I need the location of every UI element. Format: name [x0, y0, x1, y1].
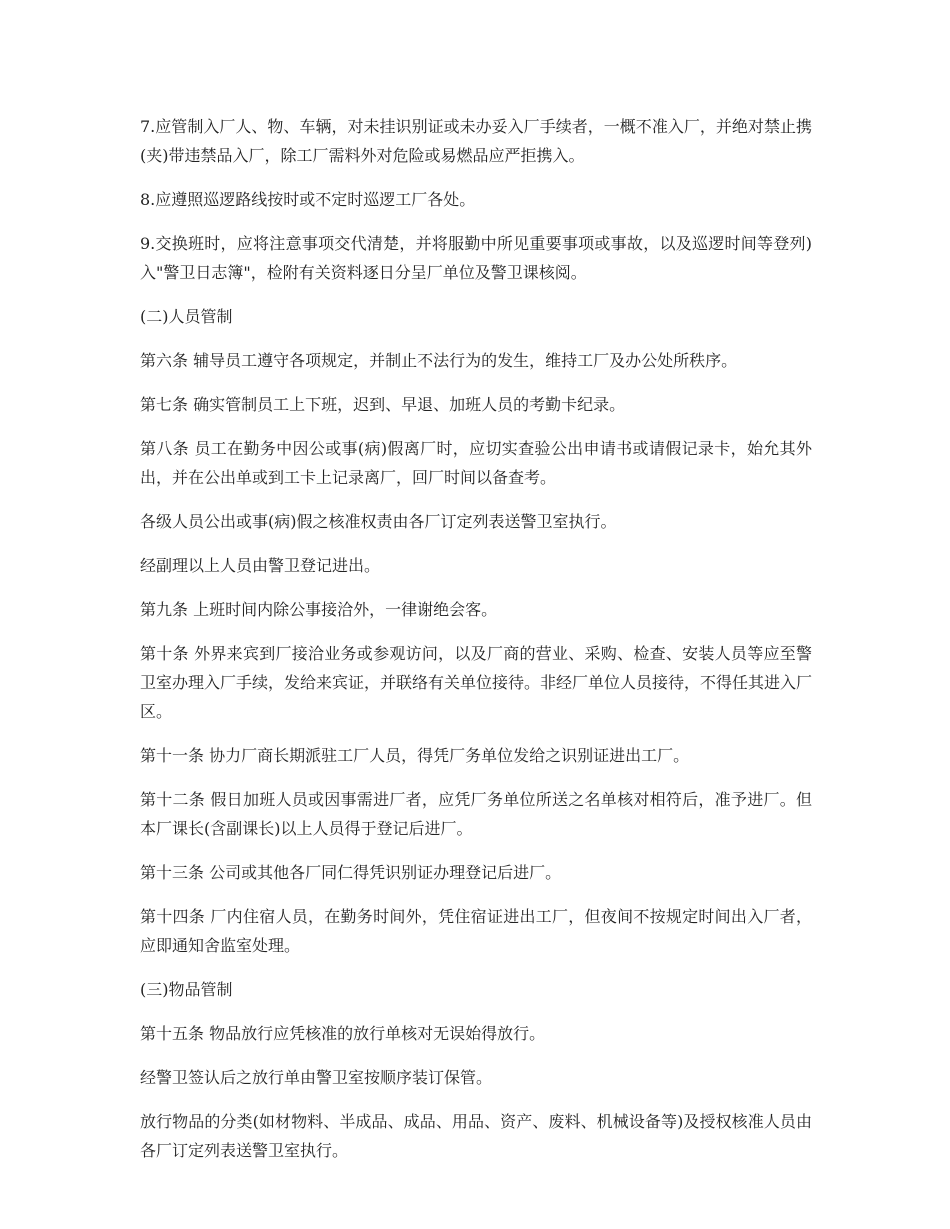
article-8-note-approval: 各级人员公出或事(病)假之核准权责由各厂订定列表送警卫室执行。 [140, 512, 617, 531]
paragraph-item-7: 7.应管制入厂人、物、车辆，对未挂识别证或未办妥入厂手续者，一概不准入厂，并绝对禁止携(夹)带违禁品入厂，除工厂需料外对危险或易燃品应严拒携入。 [140, 117, 812, 165]
article-15-note-classification: 放行物品的分类(如材物料、半成品、成品、用品、资产、废料、机械设备等)及授权核准人员由各厂订定列表送警卫室执行。 [140, 1112, 812, 1160]
article-15: 第十五条 物品放行应凭核准的放行单核对无误始得放行。 [140, 1024, 546, 1043]
article-11: 第十一条 协力厂商长期派驻工厂人员，得凭厂务单位发给之识别证进出工厂。 [140, 746, 690, 765]
article-6: 第六条 辅导员工遵守各项规定，并制止不法行为的发生，维持工厂及办公处所秩序。 [140, 351, 738, 370]
paragraph-item-8: 8.应遵照巡逻路线按时或不定时巡逻工厂各处。 [140, 190, 476, 209]
article-8: 第八条 员工在勤务中因公或事(病)假离厂时，应切实查验公出申请书或请假记录卡，始允其外出，并在公出单或到工卡上记录离厂，回厂时间以备查考。 [140, 439, 812, 487]
article-14: 第十四条 厂内住宿人员，在勤务时间外，凭住宿证进出工厂，但夜间不按规定时间出入厂者，应即通知舍监室处理。 [140, 907, 812, 955]
document-page [140, 112, 812, 1180]
article-12: 第十二条 假日加班人员或因事需进厂者，应凭厂务单位所送之名单核对相符后，准予进厂。但本厂课长(含副课长)以上人员得于登记后进厂。 [140, 790, 812, 838]
article-9: 第九条 上班时间内除公事接洽外，一律谢绝会客。 [140, 600, 498, 619]
article-8-note-managers: 经副理以上人员由警卫登记进出。 [140, 556, 381, 575]
article-7: 第七条 确实管制员工上下班，迟到、早退、加班人员的考勤卡纪录。 [140, 395, 626, 414]
article-13: 第十三条 公司或其他各厂同仁得凭识别证办理登记后进厂。 [140, 863, 562, 882]
article-15-note-filing: 经警卫签认后之放行单由警卫室按顺序装订保管。 [140, 1068, 493, 1087]
article-10: 第十条 外界来宾到厂接洽业务或参观访问，以及厂商的营业、采购、检查、安装人员等应至警卫室办理入厂手续，发给来宾证，并联络有关单位接待。非经厂单位人员接待，不得任其进入厂区。 [140, 644, 813, 721]
section-heading-goods-control: (三)物品管制 [140, 980, 233, 999]
section-heading-personnel-control: (二)人员管制 [140, 307, 233, 326]
paragraph-item-9: 9.交换班时，应将注意事项交代清楚，并将服勤中所见重要事项或事故，以及巡逻时间等登列)入"警卫日志簿"，检附有关资料逐日分呈厂单位及警卫课核阅。 [140, 234, 812, 282]
